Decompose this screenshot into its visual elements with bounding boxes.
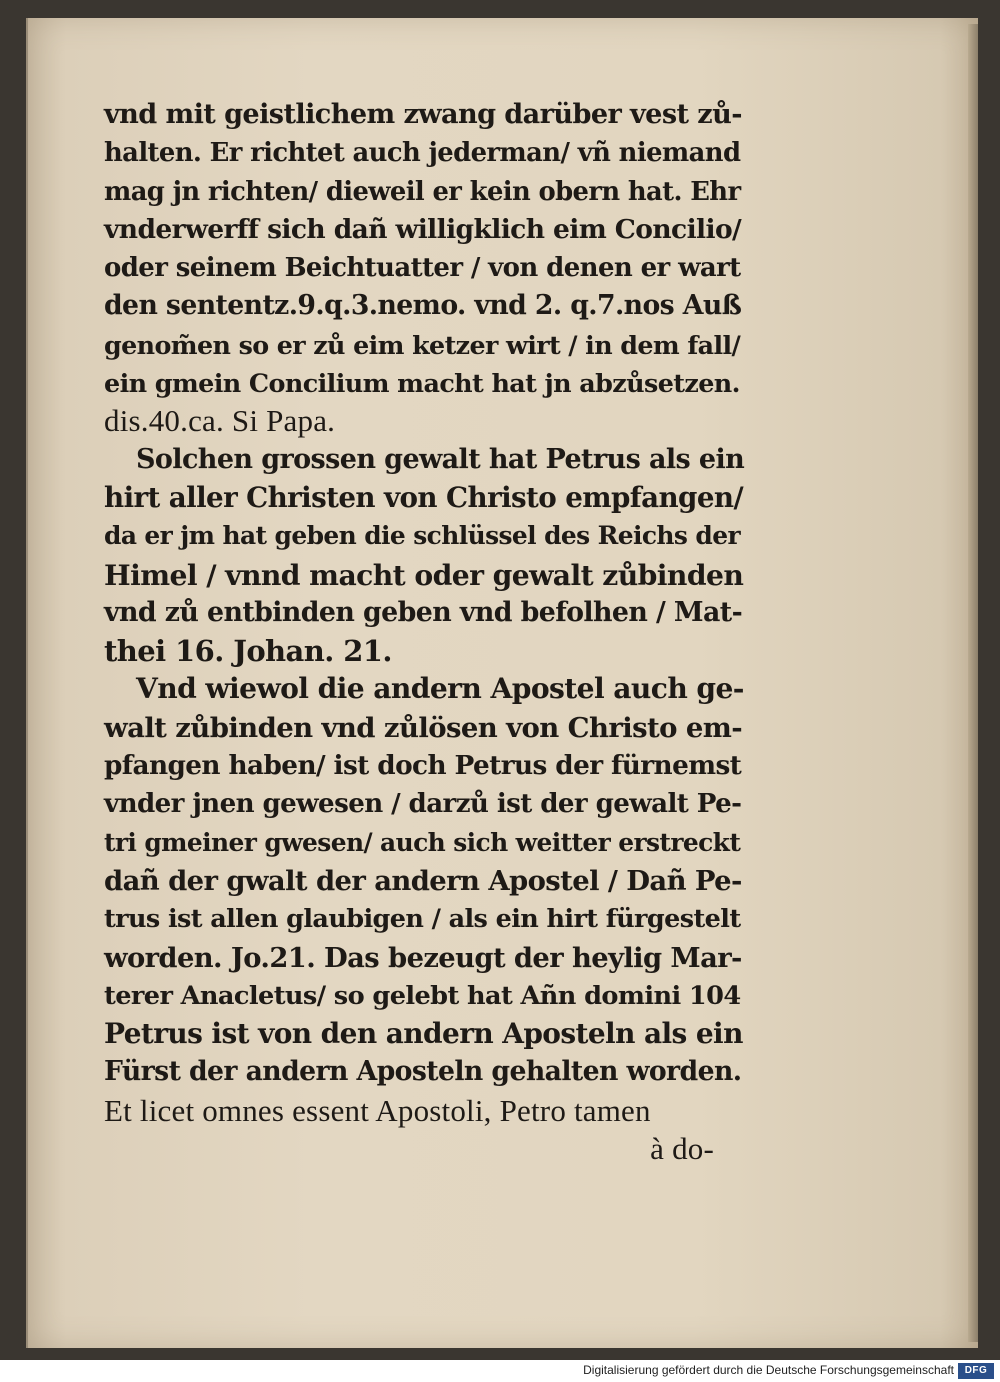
text-line: worden. Jo.21. Das bezeugt der heylig Mar-	[104, 941, 742, 974]
text-line: dis.40.ca. Si Papa.	[104, 403, 336, 439]
text-line: halten. Er richtet auch jederman/ vñ niemand	[104, 138, 741, 169]
text-line: pfangen haben/ ist doch Petrus der fürnemst	[104, 750, 742, 782]
page-edge	[968, 24, 978, 1342]
text-line: dañ der gwalt der andern Apostel / Dañ Pe-	[104, 864, 742, 897]
text-line: Petrus ist von den andern Aposteln als ein	[104, 1017, 743, 1051]
text-line: vnd mit geistlichem zwang darüber vest zů-	[104, 99, 742, 130]
text-line: oder seinem Beichtuatter / von denen er wart	[104, 253, 741, 284]
text-line: terer Anacletus/ so gelebt hat Añn domini 104	[104, 980, 741, 1011]
text-line: tri gmeiner gwesen/ auch sich weitter erstreckt	[104, 827, 741, 857]
text-line: Himel / vnnd macht oder gewalt zůbinden	[104, 557, 744, 592]
catchword: à do-	[650, 1131, 714, 1167]
text-line: Et licet omnes essent Apostoli, Petro tamen	[104, 1092, 651, 1128]
text-line: vnderwerff sich dañ willigklich eim Concilio/	[104, 213, 742, 245]
text-line: hirt aller Christen von Christo empfangen/	[104, 480, 743, 514]
text-line: Fürst der andern Aposteln gehalten worden.	[104, 1056, 742, 1088]
text-line: ein gmein Concilium macht hat jn abzůsetzen.	[104, 368, 740, 399]
dfg-logo: DFG	[958, 1363, 994, 1379]
text-line: thei 16. Johan. 21.	[104, 634, 392, 669]
text-line: vnder jnen gewesen / darzů ist der gewalt Pe-	[104, 788, 742, 820]
text-line: Solchen grossen gewalt hat Petrus als ein	[136, 443, 745, 475]
text-line: mag jn richten/ dieweil er kein obern hat. Ehr	[104, 176, 741, 207]
text-line: trus ist allen glaubigen / als ein hirt fürgestelt	[104, 904, 741, 935]
text-line: Vnd wiewol die andern Apostel auch ge-	[136, 672, 744, 706]
text-line: genom̃en so er zů eim ketzer wirt / in dem fall/	[104, 329, 741, 360]
page-text	[104, 96, 744, 1168]
footer-bar	[0, 1360, 1000, 1382]
text-line: den sententz.9.q.3.nemo. vnd 2. q.7.nos Auß	[104, 290, 742, 322]
text-line: da er jm hat geben die schlüssel des Reichs der	[104, 521, 741, 551]
text-line: vnd zů entbinden geben vnd befolhen / Mat-	[104, 596, 743, 628]
text-line: walt zůbinden vnd zůlösen von Christo em-	[104, 711, 743, 744]
funding-credit: Digitalisierung gefördert durch die Deutsche Forschungsgemeinschaft	[583, 1363, 954, 1377]
